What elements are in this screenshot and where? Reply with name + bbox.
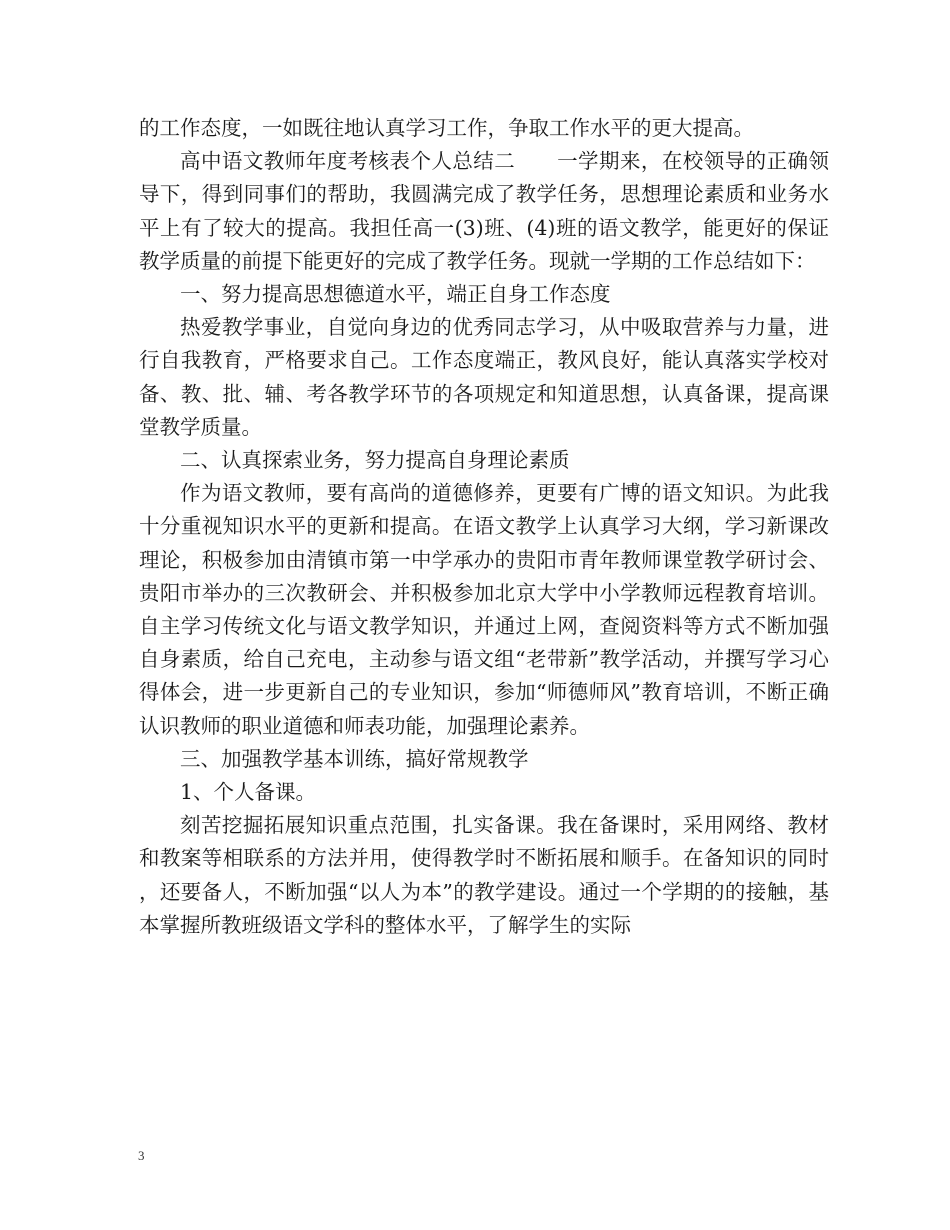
- page-number: 3: [138, 1148, 145, 1163]
- paragraph-3: 热爱教学事业，自觉向身边的优秀同志学习，从中吸取营养与力量，进行自我教育，严格要求自己。工作态度端正，教风良好，能认真落实学校对备、教、批、辅、考各教学环节的各项规定和知道思想，认真备课，提高课堂教学质量。: [139, 315, 829, 439]
- sub-heading-1: 1、个人备课。: [180, 780, 317, 805]
- section-heading-3: 三、加强教学基本训练，搞好常规教学: [180, 746, 529, 771]
- section-heading-1: 一、努力提高思想德道水平，端正自身工作态度: [180, 282, 611, 307]
- paragraph-2: 高中语文教师年度考核表个人总结二 一学期来，在校领导的正确领导下，得到同事们的帮助，我圆满完成了教学任务，思想理论素质和业务水平上有了较大的提高。我担任高一(3)班、(4)班的语文教学，能更好的保证教学质量的前提下能更好的完成了教学任务。现就一学期的工作总结如下：: [139, 149, 829, 273]
- section-heading-2: 二、认真探索业务，努力提高自身理论素质: [180, 448, 570, 473]
- document-body: [139, 112, 829, 942]
- paragraph-5: 刻苦挖掘拓展知识重点范围，扎实备课。我在备课时，采用网络、教材和教案等相联系的方法并用，使得教学时不断拓展和顺手。在备知识的同时，还要备人，不断加强“以人为本”的教学建设。通过一个学期的的接触，基本掌握所教班级语文学科的整体水平，了解学生的实际: [139, 813, 829, 937]
- paragraph-1: 的工作态度，一如既往地认真学习工作，争取工作水平的更大提高。: [139, 116, 754, 140]
- paragraph-4: 作为语文教师，要有高尚的道德修养，更要有广博的语文知识。为此我十分重视知识水平的更新和提高。在语文教学上认真学习大纲，学习新课改理论，积极参加由清镇市第一中学承办的贵阳市青年教师课堂教学研讨会、贵阳市举办的三次教研会、并积极参加北京大学中小学教师远程教育培训。自主学习传统文化与语文教学知识，并通过上网，查阅资料等方式不断加强自身素质，给自己充电，主动参与语文组“老带新”教学活动，并撰写学习心得体会，进一步更新自己的专业知识，参加“师德师风”教育培训，不断正确认识教师的职业道德和师表功能，加强理论素养。: [139, 481, 829, 738]
